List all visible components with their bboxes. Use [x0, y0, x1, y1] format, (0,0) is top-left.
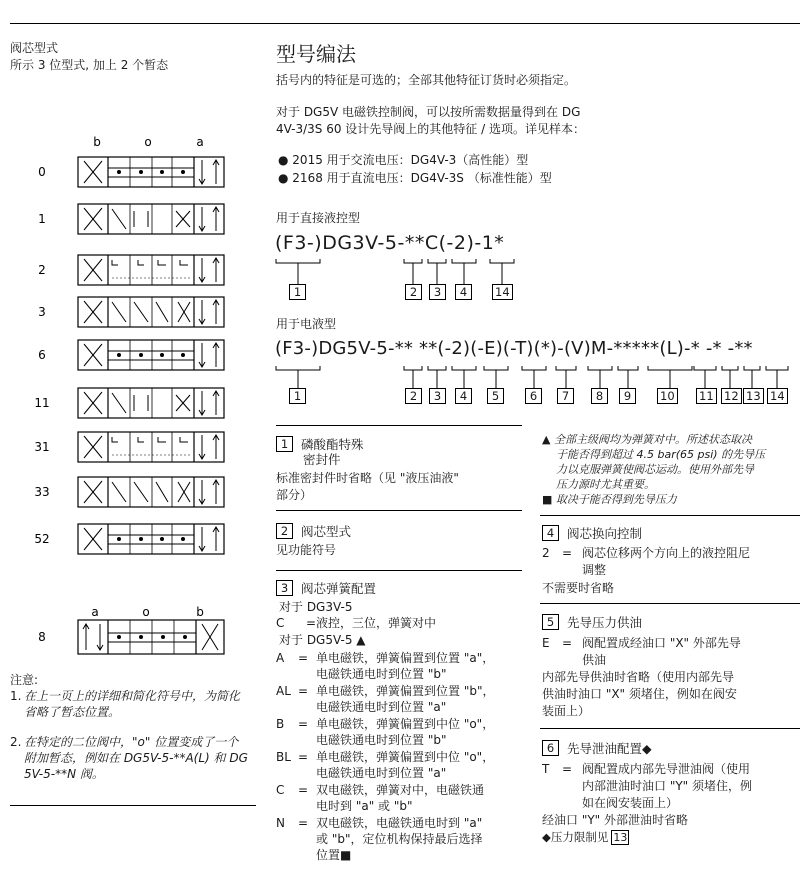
rule-s4 [540, 515, 800, 516]
spool-label-3: 3 [38, 305, 46, 319]
note-2-line-2: 附加暂态，例如在 DG5V-5-**A(L) 和 DG [24, 751, 248, 765]
left-bottom-rule [10, 805, 256, 806]
section-3-num: 3 [276, 580, 293, 596]
col-label-top-b: b [93, 135, 101, 149]
notes-title: 注意: [10, 673, 39, 687]
footnote-l2: 于能否得到超过 4.5 bar(65 psi) 的先导压 [556, 448, 766, 461]
s6-key: T [542, 762, 550, 776]
spring-al-l2: 电磁铁通电时到位置 "a" [316, 700, 447, 714]
spool-symbol-11 [34, 388, 224, 418]
section-3-title: 阀芯弹簧配置 [301, 581, 377, 596]
sol-num-5: 5 [487, 388, 504, 404]
spring-key-b: B [276, 717, 285, 731]
spool-label-0: 0 [38, 165, 46, 179]
section-2-title: 阀芯型式 [301, 524, 352, 539]
spring-b-l1: 单电磁铁，弹簧偏置到中位 "o"， [316, 717, 495, 731]
rule-s5 [540, 603, 800, 604]
spool-label-2: 2 [38, 263, 46, 277]
section-1-header [276, 435, 364, 453]
bullet-1: ● 2015 用于交流电压：DG4V-3（高性能）型 [278, 153, 529, 167]
direct-brackets [270, 255, 530, 305]
section-3-header [276, 579, 376, 597]
spool-label-8: 8 [38, 630, 46, 644]
spring-key-bl: BL [276, 750, 291, 764]
s5-b2: 供油时油口 "X" 须堵住，例如在阀安 [542, 687, 737, 701]
spring-bl-l1: 单电磁铁，弹簧偏置到中位 "o"， [316, 750, 495, 764]
spring-row-a [276, 650, 516, 682]
page-title: 型号编法 [276, 42, 356, 66]
s5-b3: 装面上） [542, 704, 591, 718]
dg3-c-val: =液控，三位，弹簧对中 [306, 616, 437, 630]
spring-key-n: N [276, 816, 285, 830]
footnote-l3: 力以克服弹簧使阀芯运动。使用外部先导 [556, 463, 754, 476]
spool-symbol-52 [34, 524, 224, 554]
direct-model-code: (F3-)DG3V-5-**C(-2)-1* [275, 232, 505, 254]
spring-n-l3: 位置■ [316, 848, 352, 862]
sol-num-3: 3 [429, 388, 446, 404]
note-2-line-3: 5V-5-**N 阀。 [24, 767, 104, 781]
spool-symbol-1 [38, 204, 224, 234]
col-label-bottom-o: o [142, 605, 150, 619]
rule-s6 [540, 728, 800, 729]
footnote-l1: ▲ 全部主级阀均为弹簧对中。所述状态取决 [542, 433, 752, 446]
section-5-header [542, 613, 642, 631]
spool-label-31: 31 [34, 440, 50, 454]
s5-eq: = [562, 636, 573, 650]
sol-num-13: 13 [743, 388, 764, 404]
sol-num-12: 12 [721, 388, 742, 404]
spool-symbol-0 [38, 157, 224, 187]
s6-eq: = [562, 762, 573, 776]
sol-num-6: 6 [525, 388, 542, 404]
sol-num-11: 11 [696, 388, 717, 404]
s5-b1: 内部先导供油时省略（使用内部先导 [542, 670, 735, 684]
direct-num-4: 4 [455, 284, 472, 300]
col-label-bottom-a: a [91, 605, 99, 619]
sol-num-14: 14 [767, 388, 788, 404]
spool-symbol-2 [38, 255, 224, 285]
s6-ref-13: 13 [613, 830, 628, 844]
spool-label-11: 11 [34, 396, 50, 410]
s5-l1: 阀配置成经油口 "X" 外部先导 [582, 636, 741, 650]
section-1-num: 1 [276, 436, 293, 452]
note-2-num: 2. [10, 735, 22, 749]
section-2-header [276, 522, 351, 540]
s5-l2: 供油 [582, 653, 607, 667]
dg3-c-row [276, 615, 436, 631]
section-4-num: 4 [542, 525, 559, 541]
direct-num-1: 1 [289, 284, 306, 300]
s4-l1: 阀芯位移两个方向上的液控阻尼 [582, 546, 751, 560]
top-rule [10, 23, 800, 24]
sol-num-10: 10 [657, 388, 678, 404]
s4-l2: 调整 [582, 563, 607, 577]
s6-l2: 内部泄油时油口 "Y" 须堵住，例 [582, 779, 752, 793]
spool-symbols [0, 130, 260, 670]
note-1-line-1: 在上一页上的详细和简化符号中，为简化 [24, 689, 241, 703]
s6-b2-row [542, 829, 629, 845]
spring-row-n [276, 815, 516, 863]
dg3-c-key: C [276, 616, 285, 630]
bullet-2-text: 2168 用于直流电压：DG4V-3S （标准性能）型 [292, 171, 552, 185]
direct-label: 用于直接液控型 [276, 211, 361, 225]
para2-line-1: 对于 DG5V 电磁铁控制阀，可以按所需数据量得到在 DG [276, 105, 581, 119]
section-4-header [542, 524, 642, 542]
footnote-l5: ■ 取决于能否得到先导压力 [542, 493, 677, 506]
col-label-top-o: o [144, 135, 152, 149]
spool-symbol-33 [34, 477, 224, 507]
footnote-l4: 压力源时尤其重要。 [556, 478, 655, 491]
spring-row-b [276, 716, 516, 748]
intro-text: 括号内的特征是可选的；全部其他特征订货时必须指定。 [276, 73, 577, 87]
para2-line-2: 4V-3/3S 60 设计先导阀上的其他特征 / 选项。详见样本： [276, 122, 585, 136]
note-1-line-2: 省略了暂态位置。 [24, 705, 121, 719]
spring-c-l1: 双电磁铁，弹簧对中，电磁铁通 [316, 783, 485, 797]
spring-key-a: A [276, 651, 285, 665]
note-1-num: 1. [10, 689, 22, 703]
spring-row-al [276, 683, 516, 715]
spring-eq-n: = [298, 816, 309, 830]
spring-eq-b: = [298, 717, 309, 731]
spring-b-l2: 电磁铁通电时到位置 "b" [316, 733, 447, 747]
s4-eq: = [562, 546, 573, 560]
section-5-num: 5 [542, 614, 559, 630]
spool-label-33: 33 [34, 485, 50, 499]
section-1-body-2: 部分） [276, 488, 313, 502]
spool-symbol-3 [38, 297, 224, 327]
s6-b1: 经油口 "Y" 外部泄油时省略 [542, 813, 688, 827]
s6-b2: ◆压力限制见 [542, 830, 609, 844]
rule-s3 [276, 570, 522, 571]
sol-num-8: 8 [591, 388, 608, 404]
spool-heading: 阀芯型式 [10, 41, 59, 55]
section-6-title: 先导泄油配置◆ [567, 741, 652, 756]
section-1-title-1: 磷酸酯特殊 [301, 437, 364, 452]
rule-s1 [276, 425, 522, 426]
footnote [542, 432, 800, 507]
direct-num-14: 14 [492, 284, 513, 300]
spring-eq-a: = [298, 651, 309, 665]
s6-l1: 阀配置成内部先导泄油阀（使用 [582, 762, 751, 776]
spring-eq-bl: = [298, 750, 309, 764]
solenoid-label: 用于电液型 [276, 317, 337, 331]
sol-num-9: 9 [619, 388, 636, 404]
s4-body: 不需要时省略 [542, 581, 615, 595]
spool-subheading: 所示 3 位型式, 加上 2 个暂态 [10, 58, 169, 72]
spool-symbol-31 [34, 432, 224, 462]
spring-a-l1: 单电磁铁，弹簧偏置到位置 "a"， [316, 651, 495, 665]
sol-num-7: 7 [557, 388, 574, 404]
spool-symbol-8 [38, 620, 224, 654]
spring-row-bl [276, 749, 516, 781]
section-6-header [542, 739, 652, 757]
spring-row-c [276, 782, 516, 814]
s4-key: 2 [542, 546, 550, 560]
col-label-top-a: a [196, 135, 204, 149]
section-5-title: 先导压力供油 [567, 615, 643, 630]
sol-num-4: 4 [455, 388, 472, 404]
section-1-title-2: 密封件 [303, 452, 341, 467]
sol-num-2: 2 [405, 388, 422, 404]
spool-label-52: 52 [34, 532, 50, 546]
bullet-1-text: 2015 用于交流电压：DG4V-3（高性能）型 [292, 153, 529, 167]
direct-num-3: 3 [429, 284, 446, 300]
note-2-line-1: 在特定的二位阀中，"o" 位置变成了一个 [24, 735, 239, 749]
sol-num-1: 1 [289, 388, 306, 404]
section-4-title: 阀芯换向控制 [567, 526, 643, 541]
section-1-body-1: 标准密封件时省略（见 "液压油液" [276, 471, 459, 485]
spring-c-l2: 电时到 "a" 或 "b" [316, 799, 413, 813]
section-2-body: 见功能符号 [276, 543, 337, 557]
section-6-num: 6 [542, 740, 559, 756]
spring-key-al: AL [276, 684, 291, 698]
spool-label-6: 6 [38, 348, 46, 362]
dg3-head: 对于 DG3V-5 [279, 600, 353, 614]
spool-label-1: 1 [38, 212, 46, 226]
s5-key: E [542, 636, 550, 650]
spring-n-l1: 双电磁铁，电磁铁通电时到 "a" [316, 816, 483, 830]
spring-bl-l2: 电磁铁通电时到位置 "a" [316, 766, 447, 780]
spool-symbol-6 [38, 340, 224, 370]
spring-key-c: C [276, 783, 285, 797]
section-2-num: 2 [276, 523, 293, 539]
spring-n-l2: 或 "b"，定位机构保持最后选择 [316, 832, 483, 846]
dg5-head: 对于 DG5V-5 ▲ [279, 633, 366, 647]
bullet-2: ● 2168 用于直流电压：DG4V-3S （标准性能）型 [278, 171, 552, 185]
solenoid-model-code: (F3-)DG5V-5-** **(-2)(-E)(-T)(*)-(V)M-*****(L)-* -* -** [275, 338, 753, 359]
rule-s2 [276, 510, 522, 511]
spring-eq-c: = [298, 783, 309, 797]
direct-num-2: 2 [405, 284, 422, 300]
spring-a-l2: 电磁铁通电时到位置 "b" [316, 667, 447, 681]
s6-l3: 如在阀安装面上） [582, 796, 679, 810]
col-label-bottom-b: b [196, 605, 204, 619]
spring-al-l1: 单电磁铁，弹簧偏置到位置 "b"， [316, 684, 495, 698]
spring-eq-al: = [298, 684, 309, 698]
